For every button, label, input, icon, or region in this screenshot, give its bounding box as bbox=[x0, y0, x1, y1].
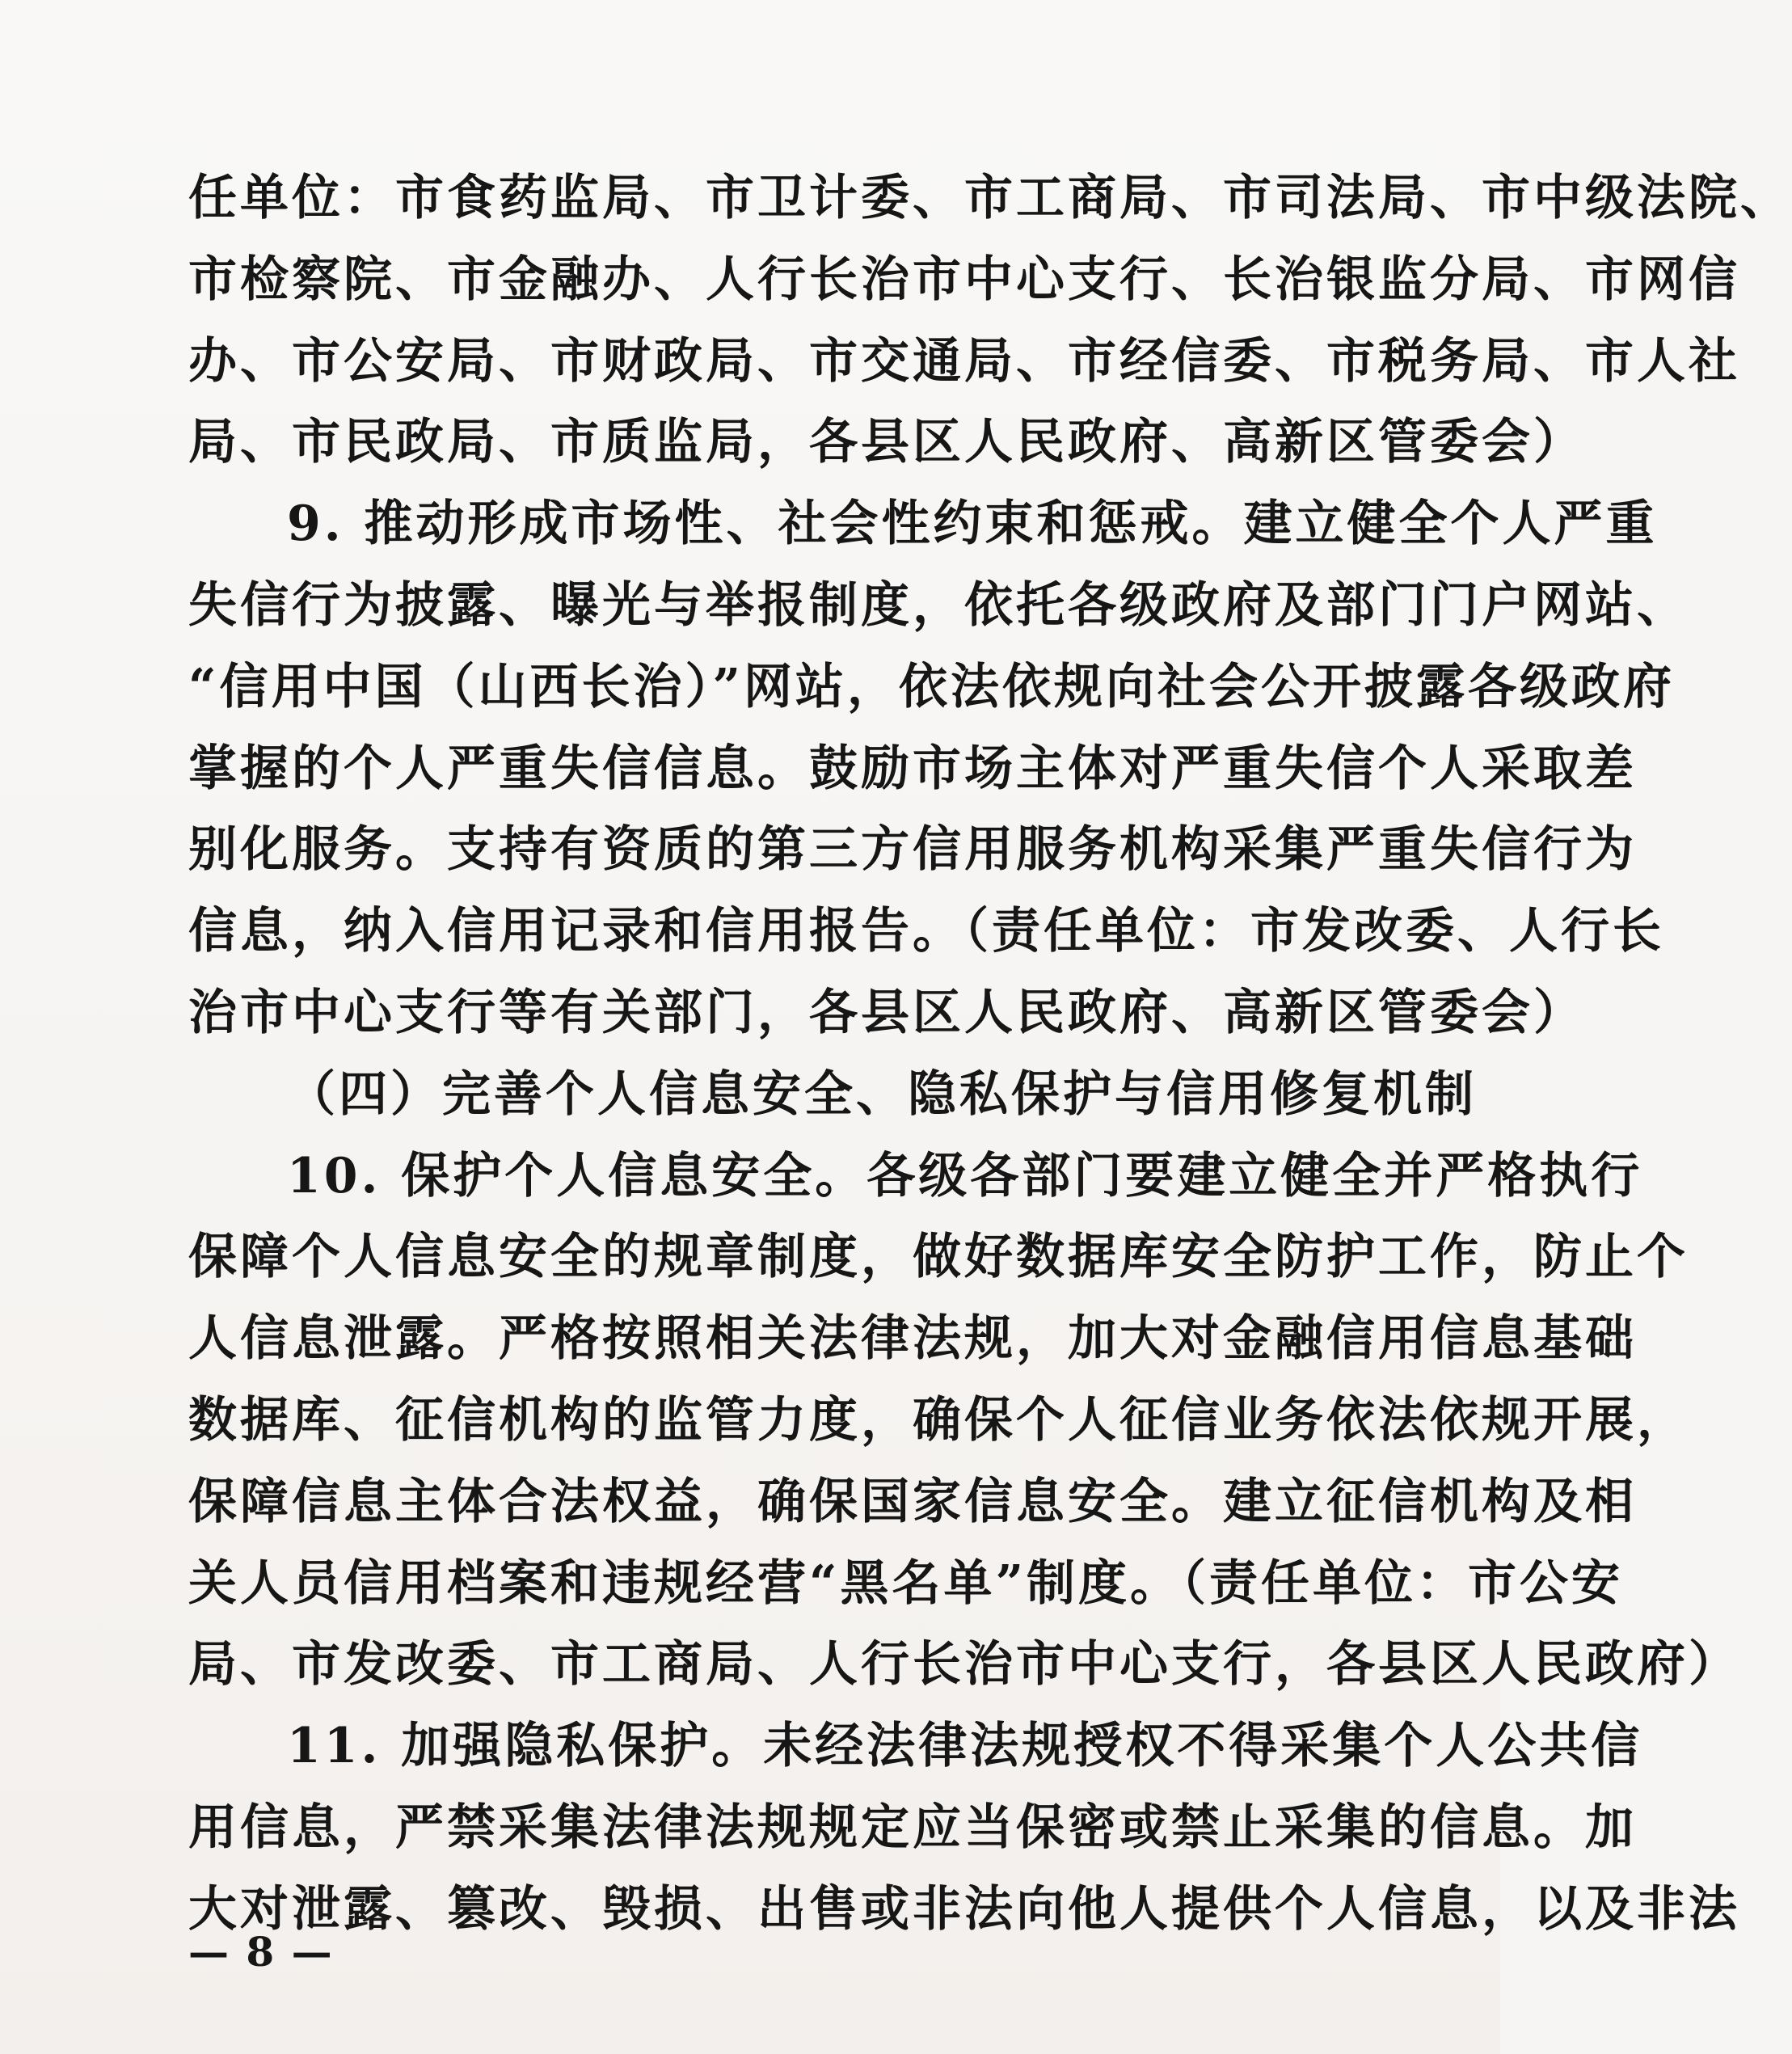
text-line: 人信息泄露。严格按照相关法律法规，加大对金融信用信息基础 bbox=[188, 1310, 1637, 1368]
text-line: 市检察院、市金融办、人行长治市中心支行、长治银监分局、市网信 bbox=[188, 251, 1740, 308]
section-4-heading: （四）完善个人信息安全、隐私保护与信用修复机制 bbox=[287, 1065, 1477, 1123]
text-line: 办、市公安局、市财政局、市交通局、市经信委、市税务局、市人社 bbox=[188, 332, 1740, 390]
text-line: 保障个人信息安全的规章制度，做好数据库安全防护工作，防止个 bbox=[188, 1229, 1689, 1286]
body-text bbox=[188, 158, 1792, 1951]
text-line: 掌握的个人严重失信信息。鼓励市场主体对严重失信个人采取差 bbox=[188, 740, 1637, 797]
text-line: 局、市民政局、市质监局，各县区人民政府、高新区管委会） bbox=[188, 414, 1585, 471]
text-line: 信息，纳入信用记录和信用报告。（责任单位：市发改委、人行长 bbox=[188, 903, 1664, 960]
text-line: 用信息，严禁采集法律法规规定应当保密或禁止采集的信息。加 bbox=[188, 1799, 1637, 1856]
item-11-heading-line: 11. 加强隐私保护。未经法律法规授权不得采集个人公共信 bbox=[287, 1718, 1643, 1775]
text-line: 保障信息主体合法权益，确保国家信息安全。建立征信机构及相 bbox=[188, 1473, 1637, 1530]
text-line: 局、市发改委、市工商局、人行长治市中心支行，各县区人民政府） bbox=[188, 1636, 1740, 1693]
text-line: 任单位：市食药监局、市卫计委、市工商局、市司法局、市中级法院、 bbox=[188, 170, 1792, 226]
item-9-heading-line: 9. 推动形成市场性、社会性约束和惩戒。建立健全个人严重 bbox=[287, 496, 1658, 553]
page-number: — 8 — bbox=[188, 1928, 334, 1976]
text-line: 失信行为披露、曝光与举报制度，依托各级政府及部门门户网站、 bbox=[188, 576, 1689, 634]
text-line: 关人员信用档案和违规经营“黑名单”制度。（责任单位：市公安 bbox=[188, 1554, 1624, 1612]
text-line: 治市中心支行等有关部门，各县区人民政府、高新区管委会） bbox=[188, 984, 1585, 1041]
text-line: 数据库、征信机构的监管力度，确保个人征信业务依法依规开展， bbox=[188, 1391, 1689, 1449]
text-line: 大对泄露、篡改、毁损、出售或非法向他人提供个人信息，以及非法 bbox=[188, 1880, 1740, 1938]
item-10-heading-line: 10. 保护个人信息安全。各级各部门要建立健全并严格执行 bbox=[287, 1147, 1643, 1204]
text-line: “信用中国（山西长治）”网站，依法依规向社会公开披露各级政府 bbox=[188, 658, 1676, 715]
text-line: 别化服务。支持有资质的第三方信用服务机构采集严重失信行为 bbox=[188, 821, 1637, 879]
